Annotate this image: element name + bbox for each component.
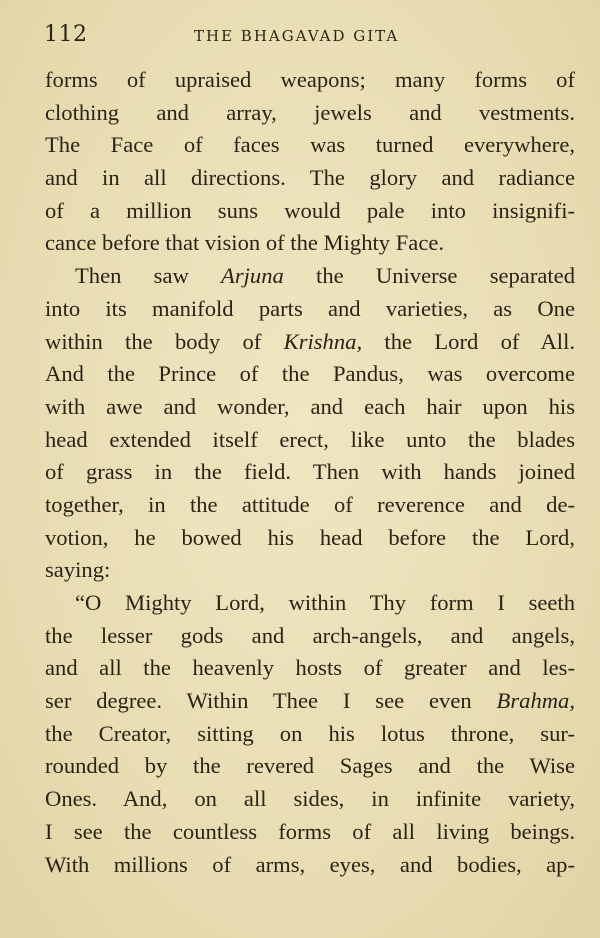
text-segment: ser degree. Within Thee I see even — [45, 688, 497, 714]
text-segment: the Creator, sitting on his lotus throne, sur- — [45, 720, 575, 746]
text-segment: Then saw — [75, 263, 222, 289]
text-segment: I see the countless forms of all living beings. — [45, 818, 575, 844]
text-segment: rounded by the revered Sages and the Wise — [45, 753, 575, 779]
text-segment: the lesser gods and arch-angels, and angels, — [45, 622, 575, 648]
text-line — [45, 358, 575, 391]
page-number: 112 — [44, 22, 88, 47]
text-line — [45, 227, 575, 260]
text-segment: together, in the attitude of reverence and de- — [45, 491, 575, 517]
text-line — [45, 783, 575, 816]
text-segment: Ones. And, on all sides, in infinite variety, — [45, 786, 575, 812]
text-segment: forms of upraised weapons; many forms of — [45, 67, 575, 92]
text-line — [45, 718, 575, 751]
text-segment: and in all directions. The glory and radiance — [45, 165, 575, 191]
text-segment: The Face of faces was turned everywhere, — [45, 132, 575, 158]
text-segment: head extended itself erect, like unto the blades — [45, 426, 575, 452]
text-line — [45, 489, 575, 522]
text-line — [45, 750, 575, 783]
text-segment: “O Mighty Lord, within Thy form I seeth — [75, 590, 575, 615]
text-segment: the Universe separated — [283, 263, 575, 289]
text-segment: And the Prince of the Pandus, was overcome — [45, 361, 575, 387]
text-line — [45, 260, 575, 293]
text-segment: of a million suns would pale into insignifi- — [45, 197, 575, 223]
text-segment: into its manifold parts and varieties, as One — [45, 295, 575, 321]
text-line — [45, 195, 575, 228]
text-line — [45, 424, 575, 457]
text-segment: and all the heavenly hosts of greater and les- — [45, 655, 575, 681]
text-line — [45, 522, 575, 555]
page-header — [44, 22, 574, 50]
text-segment: within the body of — [45, 328, 284, 354]
text-line — [45, 162, 575, 195]
text-line — [45, 685, 575, 718]
text-segment: cance before that vision of the Mighty Face. — [45, 230, 445, 256]
text-line — [45, 326, 575, 359]
text-line — [45, 652, 575, 685]
text-segment: with awe and wonder, and each hair upon his — [45, 393, 575, 419]
text-segment: saying: — [45, 557, 111, 583]
text-segment: the Lord of All. — [362, 328, 575, 354]
text-segment: clothing and array, jewels and vestments. — [45, 99, 575, 125]
text-line — [45, 97, 575, 130]
italic-text: Brahma, — [496, 688, 575, 714]
text-line — [45, 391, 575, 424]
italic-text: Arjuna — [221, 263, 284, 289]
text-line — [45, 129, 575, 162]
text-line — [45, 587, 575, 620]
text-line — [45, 293, 575, 326]
text-line — [45, 620, 575, 653]
text-line — [45, 64, 575, 97]
italic-text: Krishna, — [283, 328, 363, 354]
text-line — [45, 849, 575, 882]
text-segment: votion, he bowed his head before the Lord, — [45, 524, 575, 550]
text-segment: of grass in the field. Then with hands joined — [45, 459, 575, 485]
body-text — [45, 64, 575, 881]
text-line — [45, 456, 575, 489]
text-line — [45, 816, 575, 849]
text-line — [45, 554, 575, 587]
running-head: THE BHAGAVAD GITA — [194, 27, 400, 45]
text-segment: With millions of arms, eyes, and bodies, ap- — [45, 851, 575, 877]
